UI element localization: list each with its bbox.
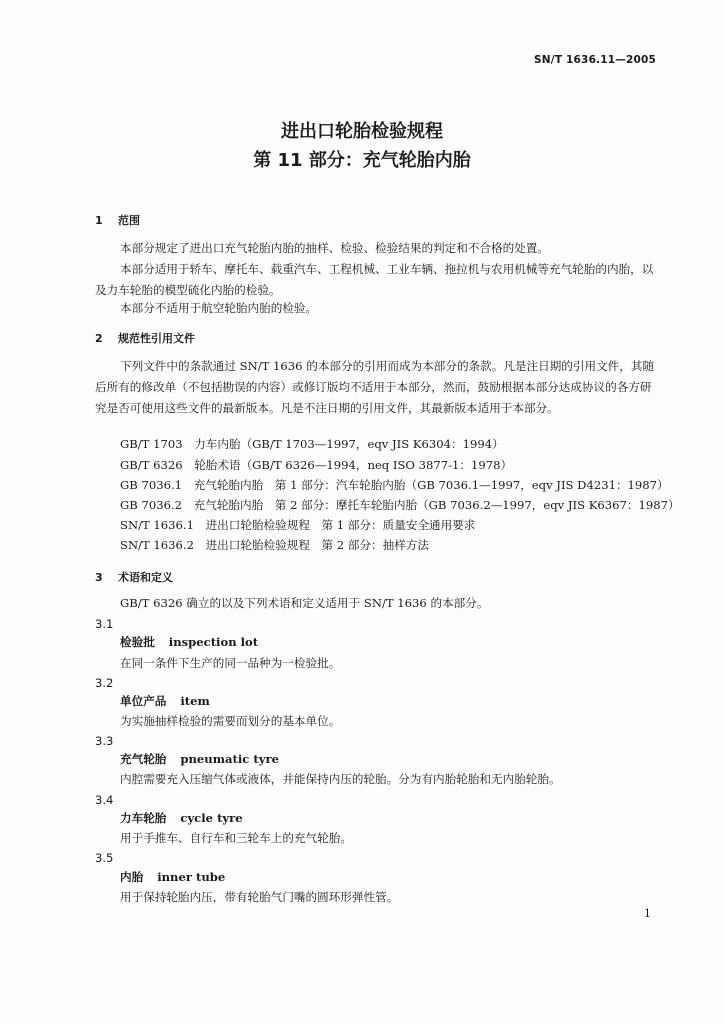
section-number: 3 xyxy=(95,571,103,584)
term-number: 3.5 xyxy=(95,851,114,865)
section-number: 2 xyxy=(95,332,103,345)
section-number: 1 xyxy=(95,214,103,227)
section-title: 规范性引用文件 xyxy=(118,332,195,345)
reference-item: SN/T 1636.1 进出口轮胎检验规程 第 1 部分：质量安全通用要求 xyxy=(120,518,476,532)
term-number: 3.1 xyxy=(95,617,114,631)
standard-number-header: SN/T 1636.11—2005 xyxy=(534,54,656,66)
term-en: inner tube xyxy=(157,870,226,884)
section-title: 术语和定义 xyxy=(118,571,173,584)
section-1-paragraph-2: 本部分适用于轿车、摩托车、载重汽车、工程机械、工业车辆、拖拉机与农用机械等充气轮胎的内胎，以及力车轮胎的模型硫化内胎的检验。 xyxy=(95,262,654,297)
reference-item: SN/T 1636.2 进出口轮胎检验规程 第 2 部分：抽样方法 xyxy=(120,538,430,552)
term-en: item xyxy=(180,694,210,708)
term-definition: 在同一条件下生产的同一品种为一检验批。 xyxy=(120,656,341,670)
term-definition: 为实施抽样检验的需要而划分的基本单位。 xyxy=(120,714,341,728)
term-zh: 内胎 xyxy=(120,870,144,884)
term-number: 3.2 xyxy=(95,676,114,690)
section-3-intro: GB/T 6326 确立的以及下列术语和定义适用于 SN/T 1636 的本部分。 xyxy=(120,596,489,610)
reference-item: GB 7036.2 充气轮胎内胎 第 2 部分：摩托车轮胎内胎（GB 7036.2—1997，eqv JIS K6367：1987） xyxy=(120,498,680,512)
term-en: pneumatic tyre xyxy=(180,752,279,766)
reference-item: GB/T 6326 轮胎术语（GB/T 6326—1994，neq ISO 3877-1：1978） xyxy=(120,458,513,472)
term-heading xyxy=(120,869,225,885)
document-title: 进出口轮胎检验规程 xyxy=(281,121,443,142)
term-en: inspection lot xyxy=(168,635,259,649)
section-1-paragraph-1: 本部分规定了进出口充气轮胎内胎的抽样、检验、检验结果的判定和不合格的处置。 xyxy=(120,241,549,255)
term-definition: 用于手推车、自行车和三轮车上的充气轮胎。 xyxy=(120,831,352,845)
term-zh: 单位产品 xyxy=(120,694,167,708)
term-number: 3.3 xyxy=(95,734,114,748)
term-zh: 检验批 xyxy=(120,635,155,649)
term-heading xyxy=(120,634,258,650)
section-2-heading xyxy=(95,330,195,346)
section-1-paragraph-3: 本部分不适用于航空轮胎内胎的检验。 xyxy=(120,301,318,315)
term-definition: 内腔需要充入压缩气体或液体，并能保持内压的轮胎。分为有内胎轮胎和无内胎轮胎。 xyxy=(120,772,561,786)
document-subtitle: 第 11 部分：充气轮胎内胎 xyxy=(253,150,471,171)
section-2-paragraph: 下列文件中的条款通过 SN/T 1636 的本部分的引用而成为本部分的条款。凡是注日期的引用文件，其随后所有的修改单（不包括勘误的内容）或修订版均不适用于本部分，然而，鼓励根据本部分达成协议的各方研究是否可使用这些文件的最新版本。凡是不注日期的引用文件，其最新版本适用于本部分。 xyxy=(95,359,655,415)
term-heading xyxy=(120,751,279,767)
page-number: 1 xyxy=(644,907,651,920)
reference-item: GB 7036.1 充气轮胎内胎 第 1 部分：汽车轮胎内胎（GB 7036.1—1997，eqv JIS D4231：1987） xyxy=(120,478,669,492)
term-zh: 力车轮胎 xyxy=(120,811,167,825)
section-3-heading xyxy=(95,569,173,585)
term-definition: 用于保持轮胎内压，带有轮胎气门嘴的圆环形弹性管。 xyxy=(120,890,399,904)
term-heading xyxy=(120,810,243,826)
term-en: cycle tyre xyxy=(180,811,243,825)
section-title: 范围 xyxy=(118,214,140,227)
section-1-heading xyxy=(95,212,140,228)
reference-item: GB/T 1703 力车内胎（GB/T 1703—1997，eqv JIS K6304：1994） xyxy=(120,437,504,451)
term-zh: 充气轮胎 xyxy=(120,752,167,766)
term-number: 3.4 xyxy=(95,793,114,807)
term-heading xyxy=(120,693,210,709)
